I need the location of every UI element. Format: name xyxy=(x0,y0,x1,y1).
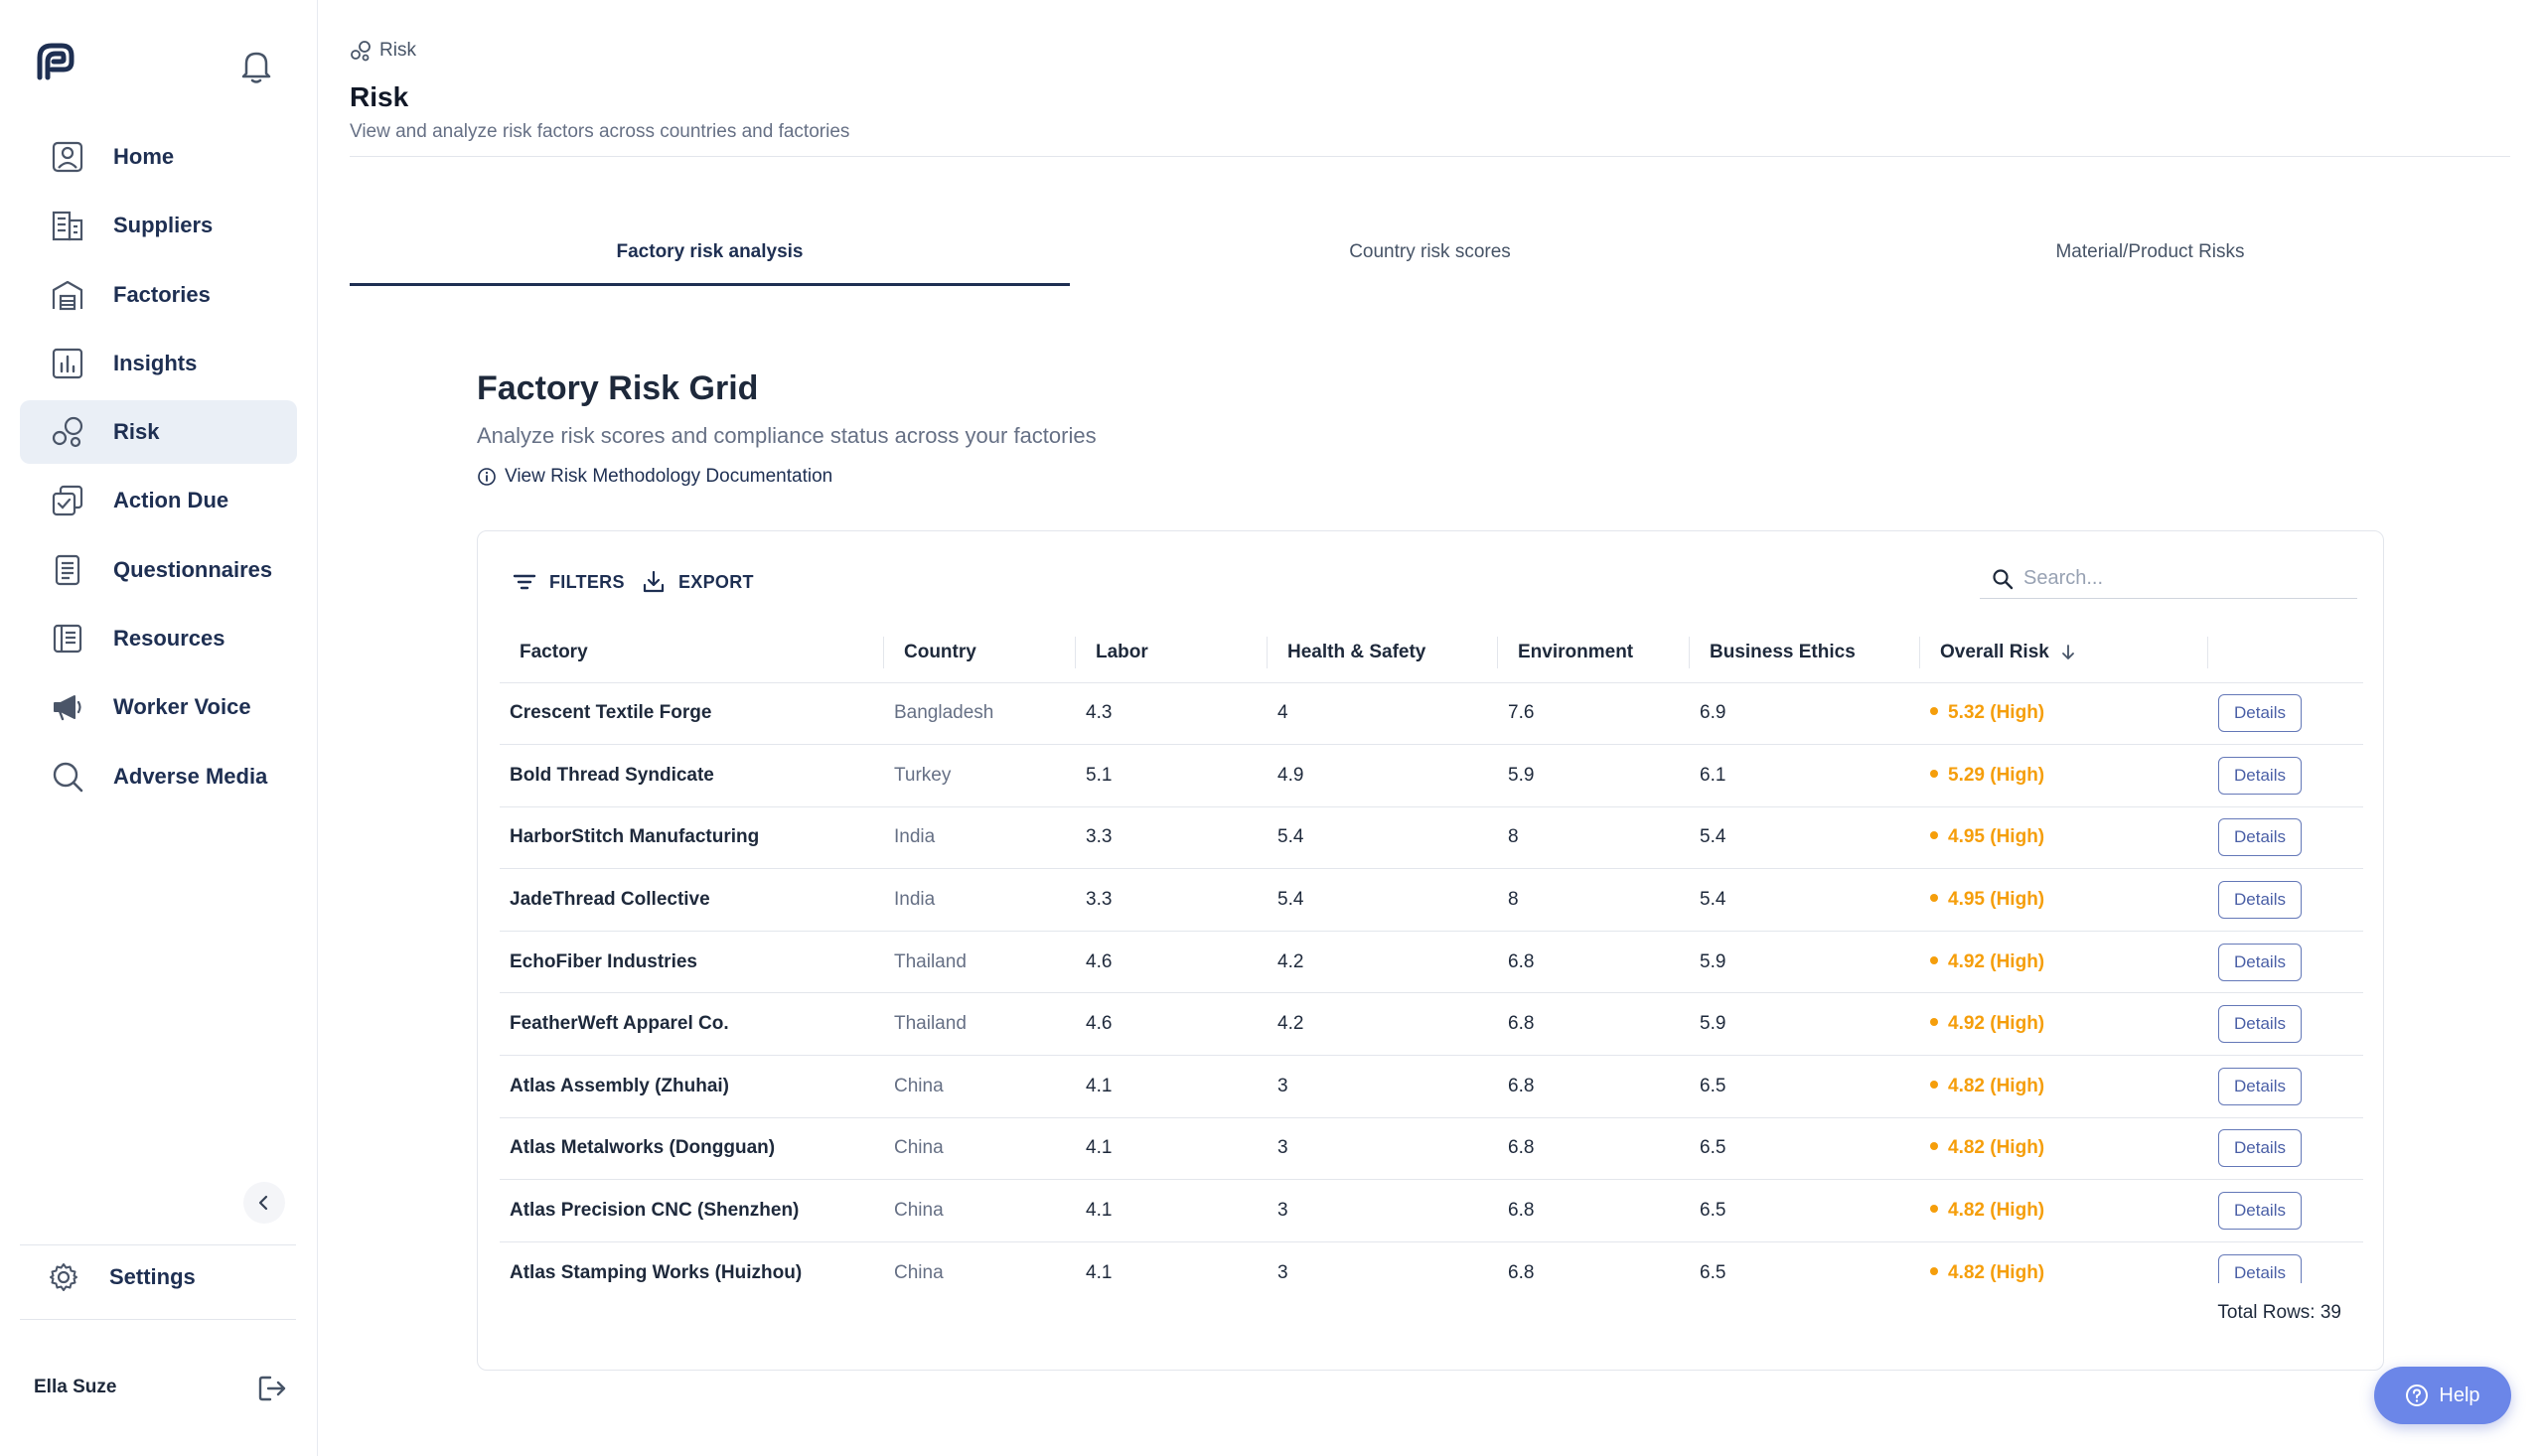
page-title: Risk xyxy=(350,81,409,112)
risk-icon xyxy=(50,414,85,450)
cell-country: India xyxy=(884,869,1076,932)
sidebar-divider xyxy=(20,1244,296,1245)
tab-factory-risk-analysis[interactable]: Factory risk analysis xyxy=(350,228,1070,286)
cell-actions xyxy=(2208,806,2363,869)
help-icon xyxy=(2405,1383,2429,1407)
column-header-label: Business Ethics xyxy=(1710,641,1856,662)
cell-factory: Bold Thread Syndicate xyxy=(500,745,884,807)
action-due-icon xyxy=(50,483,85,518)
cell-overall-risk xyxy=(1920,745,2208,807)
cell-factory: HarborStitch Manufacturing xyxy=(500,806,884,869)
risk-status-dot xyxy=(1930,1081,1938,1089)
details-button[interactable]: Details xyxy=(2218,1068,2302,1105)
sidebar-item-risk[interactable] xyxy=(20,400,297,464)
cell-actions xyxy=(2208,1241,2363,1283)
column-header-label: Environment xyxy=(1518,641,1634,662)
risk-status-dot xyxy=(1930,1142,1938,1150)
megaphone-icon xyxy=(50,689,85,725)
risk-table xyxy=(500,623,2363,1283)
cell-country: Thailand xyxy=(884,993,1076,1056)
overall-risk-value: 4.95 (High) xyxy=(1948,826,2045,848)
cell-country: Turkey xyxy=(884,745,1076,807)
column-header-label: Country xyxy=(904,641,976,662)
cell-labor: 4.1 xyxy=(1076,1241,1268,1283)
cell-health: 3 xyxy=(1268,1180,1498,1242)
help-label: Help xyxy=(2439,1383,2480,1406)
cell-ethics: 5.9 xyxy=(1690,931,1920,993)
cell-ethics: 5.4 xyxy=(1690,806,1920,869)
total-rows-count: Total Rows: 39 xyxy=(2217,1302,2341,1323)
cell-actions xyxy=(2208,931,2363,993)
sort-descending-icon[interactable] xyxy=(2059,644,2077,661)
cell-ethics: 6.5 xyxy=(1690,1241,1920,1283)
table-row[interactable] xyxy=(500,1241,2363,1283)
book-icon xyxy=(50,621,85,656)
cell-ethics: 6.5 xyxy=(1690,1180,1920,1242)
cell-ethics: 5.4 xyxy=(1690,869,1920,932)
table-row[interactable] xyxy=(500,869,2363,932)
details-button[interactable]: Details xyxy=(2218,1129,2302,1167)
sidebar-item-insights[interactable] xyxy=(20,332,297,395)
risk-status-dot xyxy=(1930,707,1938,715)
details-button[interactable]: Details xyxy=(2218,1192,2302,1230)
details-button[interactable]: Details xyxy=(2218,881,2302,919)
cell-actions xyxy=(2208,1180,2363,1242)
column-header-labor[interactable] xyxy=(1076,623,1268,682)
cell-factory: Crescent Textile Forge xyxy=(500,682,884,745)
logo-icon[interactable] xyxy=(32,40,77,85)
cell-overall-risk xyxy=(1920,869,2208,932)
cell-health: 5.4 xyxy=(1268,869,1498,932)
cell-factory: FeatherWeft Apparel Co. xyxy=(500,993,884,1056)
methodology-doc-link[interactable] xyxy=(477,466,832,488)
cell-environment: 6.8 xyxy=(1498,1117,1690,1180)
risk-status-dot xyxy=(1930,1018,1938,1026)
table-row[interactable] xyxy=(500,806,2363,869)
overall-risk-value: 4.95 (High) xyxy=(1948,889,2045,911)
cell-overall-risk xyxy=(1920,1180,2208,1242)
overall-risk-value: 4.92 (High) xyxy=(1948,1013,2045,1035)
sidebar-item-questionnaires[interactable] xyxy=(20,538,297,602)
table-row[interactable] xyxy=(500,1117,2363,1180)
filter-icon xyxy=(512,569,537,595)
search-icon xyxy=(1992,568,2014,590)
cell-factory: Atlas Metalworks (Dongguan) xyxy=(500,1117,884,1180)
table-row[interactable] xyxy=(500,745,2363,807)
factory-risk-grid-card xyxy=(477,530,2384,1371)
search-box xyxy=(1980,559,2357,599)
section-subtitle: Analyze risk scores and compliance status across your factories xyxy=(477,423,1097,448)
suppliers-icon xyxy=(50,208,85,243)
cell-overall-risk xyxy=(1920,1241,2208,1283)
cell-labor: 5.1 xyxy=(1076,745,1268,807)
export-label: EXPORT xyxy=(678,571,754,592)
filters-label: FILTERS xyxy=(549,571,625,592)
gear-icon xyxy=(48,1261,79,1293)
details-button[interactable]: Details xyxy=(2218,944,2302,981)
risk-status-dot xyxy=(1930,1267,1938,1275)
sidebar-nav xyxy=(20,125,297,813)
column-header-label: Health & Safety xyxy=(1287,641,1426,662)
overall-risk-value: 4.82 (High) xyxy=(1948,1261,2045,1283)
cell-health: 4.9 xyxy=(1268,745,1498,807)
table-row[interactable] xyxy=(500,1056,2363,1118)
export-button[interactable] xyxy=(641,569,754,595)
cell-actions xyxy=(2208,1056,2363,1118)
risk-status-dot xyxy=(1930,770,1938,778)
sidebar-item-label: Home xyxy=(113,144,175,169)
cell-overall-risk xyxy=(1920,931,2208,993)
sidebar-item-worker-voice[interactable] xyxy=(20,675,297,739)
cell-country: Bangladesh xyxy=(884,682,1076,745)
sidebar-item-label: Suppliers xyxy=(113,213,214,238)
cell-overall-risk xyxy=(1920,682,2208,745)
risk-status-dot xyxy=(1930,956,1938,964)
column-header-actions xyxy=(2208,623,2363,682)
cell-health: 3 xyxy=(1268,1056,1498,1118)
page-subtitle: View and analyze risk factors across countries and factories xyxy=(350,121,850,142)
risk-icon xyxy=(350,40,372,62)
details-button[interactable]: Details xyxy=(2218,757,2302,795)
cell-country: India xyxy=(884,806,1076,869)
column-header-business-ethics[interactable] xyxy=(1690,623,1920,682)
sidebar-item-adverse-media[interactable] xyxy=(20,745,297,808)
collapse-sidebar-button[interactable] xyxy=(243,1182,285,1224)
sidebar-item-home[interactable] xyxy=(20,125,297,189)
cell-actions xyxy=(2208,682,2363,745)
sidebar-item-factories[interactable] xyxy=(20,263,297,327)
cell-health: 4 xyxy=(1268,682,1498,745)
cell-labor: 4.6 xyxy=(1076,993,1268,1056)
cell-environment: 6.8 xyxy=(1498,1180,1690,1242)
cell-health: 4.2 xyxy=(1268,993,1498,1056)
overall-risk-value: 4.82 (High) xyxy=(1948,1137,2045,1159)
cell-labor: 4.6 xyxy=(1076,931,1268,993)
column-header-health-safety[interactable] xyxy=(1268,623,1498,682)
factory-icon xyxy=(50,277,85,313)
column-header-factory[interactable] xyxy=(500,623,884,682)
tab-country-risk-scores[interactable]: Country risk scores xyxy=(1349,241,1511,262)
cell-environment: 6.8 xyxy=(1498,1241,1690,1283)
cell-ethics: 6.5 xyxy=(1690,1056,1920,1118)
cell-environment: 7.6 xyxy=(1498,682,1690,745)
cell-environment: 8 xyxy=(1498,869,1690,932)
table-row[interactable] xyxy=(500,1180,2363,1242)
column-header-environment[interactable] xyxy=(1498,623,1690,682)
sidebar-item-label: Insights xyxy=(113,350,198,375)
details-button[interactable]: Details xyxy=(2218,818,2302,856)
cell-health: 4.2 xyxy=(1268,931,1498,993)
cell-labor: 3.3 xyxy=(1076,806,1268,869)
search-input[interactable] xyxy=(2023,567,2341,590)
cell-health: 5.4 xyxy=(1268,806,1498,869)
table-row[interactable] xyxy=(500,993,2363,1056)
cell-actions xyxy=(2208,745,2363,807)
breadcrumb xyxy=(350,40,416,62)
help-button[interactable] xyxy=(2374,1367,2511,1424)
tab-material-product-risks[interactable]: Material/Product Risks xyxy=(2055,241,2245,262)
sidebar-item-label: Worker Voice xyxy=(113,694,251,720)
sidebar-item-resources[interactable] xyxy=(20,607,297,670)
cell-environment: 6.8 xyxy=(1498,931,1690,993)
cell-country: China xyxy=(884,1180,1076,1242)
cell-overall-risk xyxy=(1920,806,2208,869)
sidebar-item-settings[interactable] xyxy=(48,1261,196,1293)
column-header-label: Labor xyxy=(1096,641,1148,662)
cell-factory: Atlas Precision CNC (Shenzhen) xyxy=(500,1180,884,1242)
risk-status-dot xyxy=(1930,831,1938,839)
user-name: Ella Suze xyxy=(34,1377,117,1397)
details-button[interactable]: Details xyxy=(2218,694,2302,732)
filters-button[interactable] xyxy=(512,569,625,595)
sidebar-item-label: Risk xyxy=(113,419,160,445)
cell-ethics: 5.9 xyxy=(1690,993,1920,1056)
cell-health: 3 xyxy=(1268,1241,1498,1283)
bell-icon[interactable] xyxy=(236,46,276,85)
details-button[interactable]: Details xyxy=(2218,1005,2302,1043)
chart-icon xyxy=(50,346,85,381)
sidebar-item-label: Action Due xyxy=(113,488,229,513)
cell-environment: 6.8 xyxy=(1498,993,1690,1056)
overall-risk-value: 5.29 (High) xyxy=(1948,764,2045,786)
risk-status-dot xyxy=(1930,894,1938,902)
cell-overall-risk xyxy=(1920,1117,2208,1180)
table-row[interactable] xyxy=(500,682,2363,745)
breadcrumb-item[interactable]: Risk xyxy=(379,40,416,61)
chevron-left-icon xyxy=(255,1194,273,1212)
cell-labor: 4.1 xyxy=(1076,1180,1268,1242)
home-icon xyxy=(50,139,85,175)
overall-risk-value: 4.82 (High) xyxy=(1948,1075,2045,1096)
table-header-row xyxy=(500,623,2363,682)
column-header-label: Factory xyxy=(520,641,588,662)
settings-label: Settings xyxy=(109,1264,196,1289)
column-header-country[interactable] xyxy=(884,623,1076,682)
cell-environment: 5.9 xyxy=(1498,745,1690,807)
cell-health: 3 xyxy=(1268,1117,1498,1180)
header-divider xyxy=(350,156,2510,157)
cell-actions xyxy=(2208,1117,2363,1180)
cell-labor: 4.1 xyxy=(1076,1117,1268,1180)
section-title: Factory Risk Grid xyxy=(477,369,759,407)
cell-ethics: 6.9 xyxy=(1690,682,1920,745)
cell-factory: JadeThread Collective xyxy=(500,869,884,932)
sidebar xyxy=(0,0,318,1456)
cell-factory: EchoFiber Industries xyxy=(500,931,884,993)
table-row[interactable] xyxy=(500,931,2363,993)
cell-labor: 4.3 xyxy=(1076,682,1268,745)
sidebar-item-label: Resources xyxy=(113,626,225,652)
sidebar-item-action-due[interactable] xyxy=(20,469,297,532)
cell-labor: 3.3 xyxy=(1076,869,1268,932)
cell-ethics: 6.5 xyxy=(1690,1117,1920,1180)
cell-environment: 6.8 xyxy=(1498,1056,1690,1118)
table-body xyxy=(500,682,2363,1283)
cell-country: China xyxy=(884,1117,1076,1180)
sidebar-item-suppliers[interactable] xyxy=(20,194,297,257)
tab-bar xyxy=(350,228,2510,286)
sidebar-divider xyxy=(20,1319,296,1320)
overall-risk-value: 4.92 (High) xyxy=(1948,950,2045,972)
questionnaire-icon xyxy=(50,552,85,588)
cell-actions xyxy=(2208,993,2363,1056)
sidebar-item-label: Factories xyxy=(113,281,211,307)
doc-link-label: View Risk Methodology Documentation xyxy=(505,466,833,487)
cell-country: China xyxy=(884,1056,1076,1118)
cell-factory: Atlas Stamping Works (Huizhou) xyxy=(500,1241,884,1283)
cell-overall-risk xyxy=(1920,1056,2208,1118)
cell-labor: 4.1 xyxy=(1076,1056,1268,1118)
sidebar-item-label: Questionnaires xyxy=(113,556,273,582)
overall-risk-value: 4.82 (High) xyxy=(1948,1200,2045,1222)
info-icon xyxy=(477,467,497,487)
details-button[interactable]: Details xyxy=(2218,1254,2302,1283)
logout-icon[interactable] xyxy=(256,1373,288,1404)
sidebar-item-label: Adverse Media xyxy=(113,763,268,789)
cell-environment: 8 xyxy=(1498,806,1690,869)
cell-overall-risk xyxy=(1920,993,2208,1056)
column-header-overall-risk[interactable] xyxy=(1920,623,2208,682)
cell-country: China xyxy=(884,1241,1076,1283)
cell-actions xyxy=(2208,869,2363,932)
risk-status-dot xyxy=(1930,1205,1938,1213)
download-icon xyxy=(641,569,667,595)
cell-country: Thailand xyxy=(884,931,1076,993)
risk-table-scroll[interactable] xyxy=(500,623,2363,1283)
overall-risk-value: 5.32 (High) xyxy=(1948,702,2045,724)
cell-ethics: 6.1 xyxy=(1690,745,1920,807)
cell-factory: Atlas Assembly (Zhuhai) xyxy=(500,1056,884,1118)
search-icon xyxy=(50,759,85,795)
column-header-label: Overall Risk xyxy=(1940,641,2049,662)
